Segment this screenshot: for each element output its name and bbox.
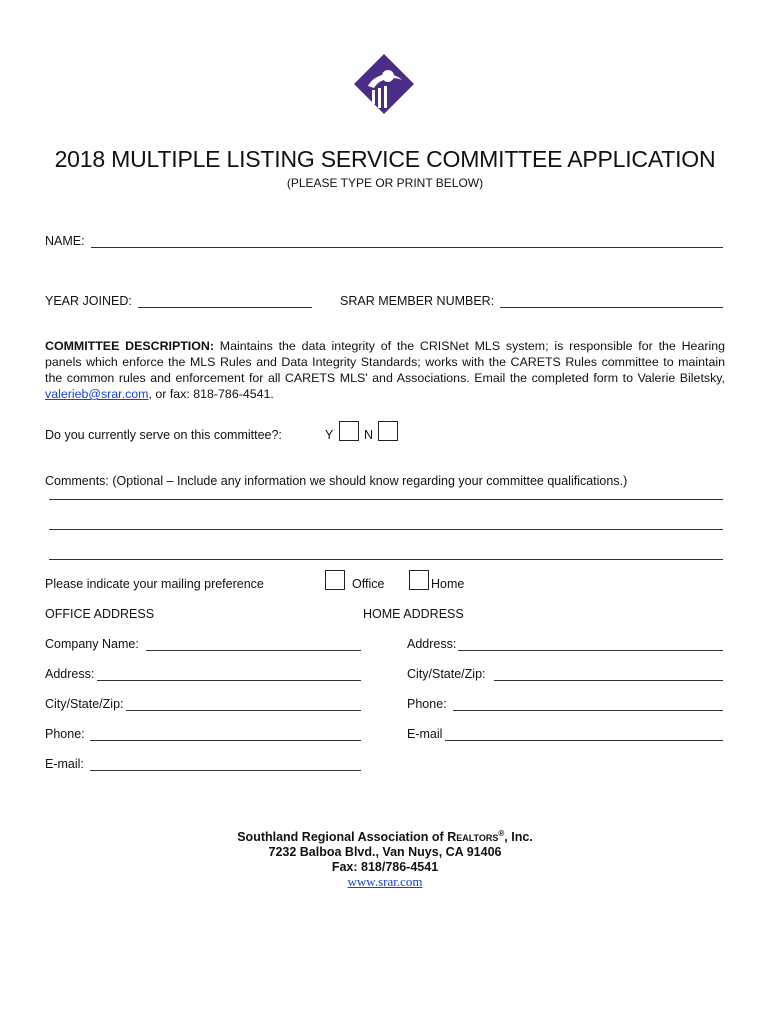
no-checkbox[interactable]	[378, 421, 398, 441]
yes-checkbox[interactable]	[339, 421, 359, 441]
srar-logo-icon	[352, 52, 416, 116]
description-heading: COMMITTEE DESCRIPTION:	[45, 339, 214, 353]
office-email-field[interactable]	[90, 770, 361, 771]
home-city-field[interactable]	[494, 680, 723, 681]
footer-org-prefix: Southland Regional Association of	[237, 830, 448, 845]
office-option-label: Office	[352, 577, 385, 591]
comments-label: Comments: (Optional – Include any information we should know regarding your committee qualifications.)	[45, 474, 628, 488]
home-phone-field[interactable]	[453, 710, 723, 711]
footer-website	[0, 874, 770, 890]
member-number-label: SRAR MEMBER NUMBER:	[340, 294, 495, 308]
name-label: NAME:	[45, 234, 85, 248]
mailing-preference-label: Please indicate your mailing preference	[45, 577, 264, 591]
website-link[interactable]: www.srar.com	[347, 874, 423, 889]
page-subtitle: (PLEASE TYPE OR PRINT BELOW)	[286, 176, 484, 190]
home-address-heading: HOME ADDRESS	[363, 607, 464, 621]
office-city-field[interactable]	[126, 710, 361, 711]
member-number-field[interactable]	[500, 307, 723, 308]
fax-text: , or fax: 818-786-4541.	[148, 387, 274, 401]
page-title: 2018 MULTIPLE LISTING SERVICE COMMITTEE APPLICATION	[54, 146, 716, 172]
office-checkbox[interactable]	[325, 570, 345, 590]
office-company-field[interactable]	[146, 650, 361, 651]
comments-line-2[interactable]	[49, 529, 723, 530]
comments-line-3[interactable]	[49, 559, 723, 560]
committee-description	[45, 338, 725, 402]
footer-org-suffix: , Inc.	[504, 830, 533, 845]
footer-org-realtors: Realtors	[447, 830, 499, 845]
no-label: N	[364, 428, 374, 442]
comments-line-1[interactable]	[49, 499, 723, 500]
office-phone-field[interactable]	[90, 740, 361, 741]
office-address-heading: OFFICE ADDRESS	[45, 607, 155, 621]
office-city-label: City/State/Zip:	[45, 697, 124, 711]
footer-address: 7232 Balboa Blvd., Van Nuys, CA 91406	[268, 845, 502, 859]
home-checkbox[interactable]	[409, 570, 429, 590]
footer-org-registered: ®	[498, 829, 505, 838]
serve-question-label: Do you currently serve on this committee?:	[45, 428, 282, 442]
home-email-field[interactable]	[445, 740, 723, 741]
description-text: Maintains the data integrity of the CRISNet MLS system; is responsible for the Hearing panels which enforce the MLS Rules and Data Integrity Standards; works with the CARETS Rules committee to maintain the common rules and enforcement for all CARETS MLS' and Associations. Email the completed form to Valerie Biletsky,	[45, 339, 725, 385]
name-field[interactable]	[91, 247, 723, 248]
office-phone-label: Phone:	[45, 727, 85, 741]
footer-organization	[0, 829, 770, 844]
email-link[interactable]: valerieb@srar.com	[45, 387, 149, 401]
home-option-label: Home	[431, 577, 465, 591]
home-city-label: City/State/Zip:	[407, 667, 486, 681]
office-company-label: Company Name:	[45, 637, 139, 651]
office-address-field[interactable]	[97, 680, 361, 681]
yes-label: Y	[325, 428, 334, 442]
home-phone-label: Phone:	[407, 697, 447, 711]
home-address-field[interactable]	[458, 650, 723, 651]
year-joined-label: YEAR JOINED:	[45, 294, 132, 308]
office-email-label: E-mail:	[45, 757, 84, 771]
office-address-label: Address:	[45, 667, 95, 681]
home-address-label: Address:	[407, 637, 457, 651]
footer-fax: Fax: 818/786-4541	[331, 860, 439, 874]
year-joined-field[interactable]	[138, 307, 312, 308]
home-email-label: E-mail	[407, 727, 443, 741]
